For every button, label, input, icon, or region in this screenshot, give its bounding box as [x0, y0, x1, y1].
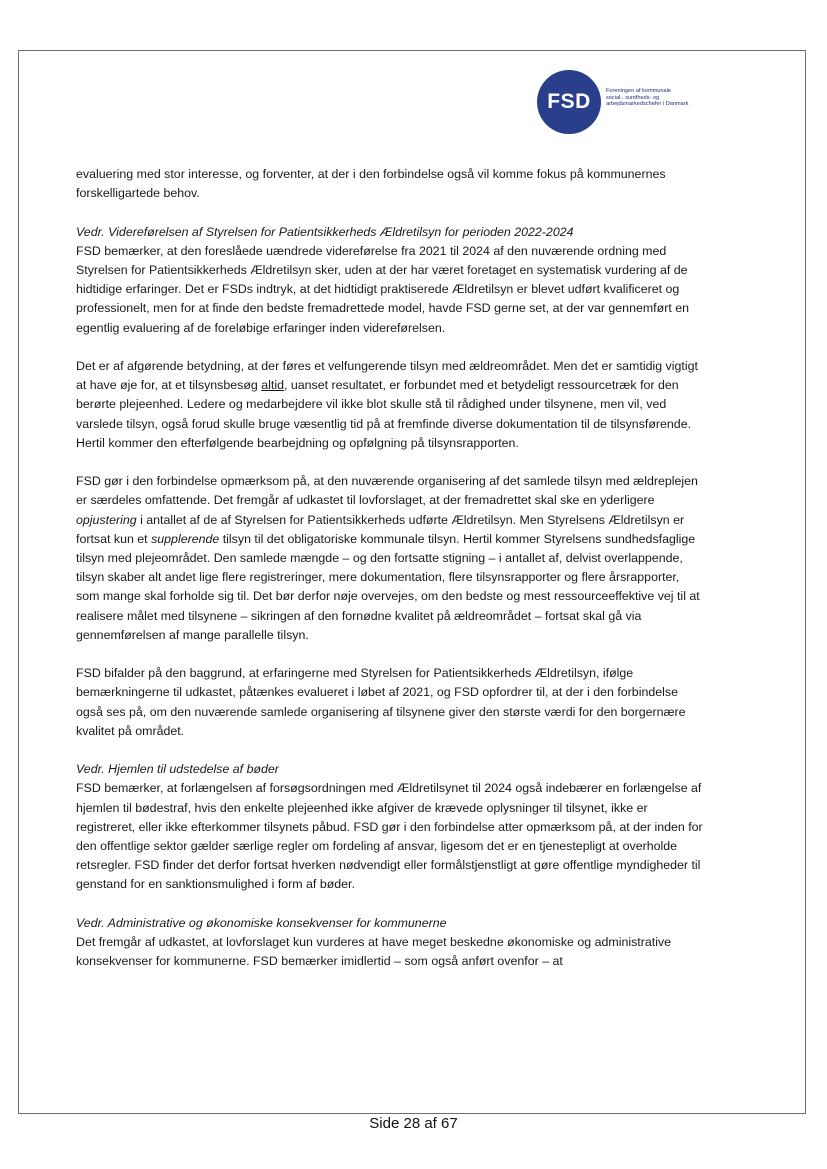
heading-videreforelse: Vedr. Videreførelsen af Styrelsen for Patientsikkerheds Ældretilsyn for perioden 2022-2024 — [76, 224, 574, 239]
fsd-logo — [537, 70, 707, 134]
document-body — [76, 165, 706, 971]
logo-line-2: social-, sundheds- og — [606, 94, 660, 101]
text-segment: Det er af afgørende betydning, at der føres et velfungerende tilsyn med ældreområdet. Men det er samtidig vigtigt at have øje for, at et tilsynsbesøg — [76, 359, 698, 393]
text-segment: tilsyn til det obligatoriske kommunale tilsyn. Hertil kommer Styrelsens sundhedsfaglige tilsyn med plejeområdet. Den samlede mængde – og den fortsatte stigning – i antallet af, delvist overlappende, tilsyn skaber alt andet lige flere registreringer, mere dokumentation, flere tilsynsrapporter og flere årsrapporter, som mange skal forholde sig til. Det bør derfor nøje overvejes, om den bedste og mest ressourceeffektive vej til at realisere målet med tilsynene – sikringen af den fornødne kvalitet på ældreområdet – fortsat skal gå via gennemførelsen af mange parallelle tilsyn. — [76, 531, 700, 642]
heading-boeder: Vedr. Hjemlen til udstedelse af bøder — [76, 762, 279, 777]
logo-mark: FSD — [537, 70, 601, 134]
paragraph-evaluering: FSD bifalder på den baggrund, at erfaringerne med Styrelsen for Patientsikkerheds Ældretilsyn, ifølge bemærkningerne til udkastet, påtænkes evalueret i løbet af 2021, og FSD opfordrer til, at der i den forbindelse også ses på, om den nuværende samlede organisering af tilsynene giver den største værdi for den borgernære kvalitet på området. — [76, 666, 686, 738]
italic-word: supplerende — [151, 531, 220, 546]
paragraph-videreforelse: FSD bemærker, at den foreslåede uændrede videreførelse fra 2021 til 2024 af den nuværende ordning med Styrelsen for Patientsikkerheds Ældretilsyn sker, uden at der har været foretaget en systematisk vurdering af de hidtidige erfaringer. Det er FSDs indtryk, at det hidtidigt praktiserede Ældretilsyn er blevet udført kvalificeret og professionelt, men for at finde den bedste fremadrettede model, havde FSD gerne set, at der var gennemført en egentlig evaluering af de foreløbige erfaringer inden videreførelsen. — [76, 243, 689, 335]
heading-konsekvenser: Vedr. Administrative og økonomiske konsekvenser for kommunerne — [76, 915, 447, 930]
logo-line-1: Foreningen af kommunale — [606, 88, 671, 94]
text-segment: i antallet af de af Styrelsen for Patientsikkerheds udførte Ældretilsyn. Men Styrelsens Ældretilsyn er fortsat kun et — [76, 512, 685, 546]
paragraph-tilsyn-ressourcer — [76, 357, 706, 453]
logo-text — [606, 88, 706, 108]
italic-word: opjustering — [76, 512, 137, 527]
paragraph-organisering — [76, 472, 706, 645]
text-segment: FSD gør i den forbindelse opmærksom på, at den nuværende organisering af det samlede tilsyn med ældreplejen er særdeles omfattende. Det fremgår af udkastet til lovforslaget, at der fremadrettet skal ske en yderligere — [76, 474, 698, 508]
underlined-word: altid — [261, 378, 284, 393]
text-segment: , uanset resultatet, er forbundet med et betydeligt ressourcetræk for den berørte plejeenhed. Ledere og medarbejdere vil ikke blot skulle stå til rådighed under tilsynene, men vil, ved varslede tilsyn, også forud skulle bruge væsentlig tid på at fremfinde diverse dokumentation til de tilsynsførende. Hertil kommer den efterfølgende bearbejdning og opfølgning på tilsynsrapporten. — [76, 378, 692, 450]
page-number: Side 28 af 67 — [369, 1115, 458, 1132]
paragraph-konsekvenser: Det fremgår af udkastet, at lovforslaget kun vurderes at have meget beskedne økonomiske og administrative konsekvenser for kommunerne. FSD bemærker imidlertid – som også anført ovenfor – at — [76, 935, 672, 969]
paragraph-intro: evaluering med stor interesse, og forventer, at der i den forbindelse også vil komme fokus på kommunernes forskelligartede behov. — [76, 167, 666, 201]
paragraph-boeder: FSD bemærker, at forlængelsen af forsøgsordningen med Ældretilsynet til 2024 også indebærer en forlængelse af hjemlen til bødestraf, hvis den enkelte plejeenhed ikke afgiver de krævede oplysninger til tilsynet, ikke er registreret, eller ikke efterkommer tilsynets påbud. FSD gør i den forbindelse atter opmærksom på, at der inden for den offentlige sektor gælder særlige regler om fordeling af ansvar, ligesom det er en tjenestepligt at overholde retsregler. FSD finder det derfor fortsat hverken nødvendigt eller formålstjenstligt at gøre offentlige myndigheder til genstand for en sanktionsmulighed i form af bøder. — [76, 781, 703, 892]
logo-line-3: arbejdsmarkedschefer i Danmark — [606, 101, 689, 108]
